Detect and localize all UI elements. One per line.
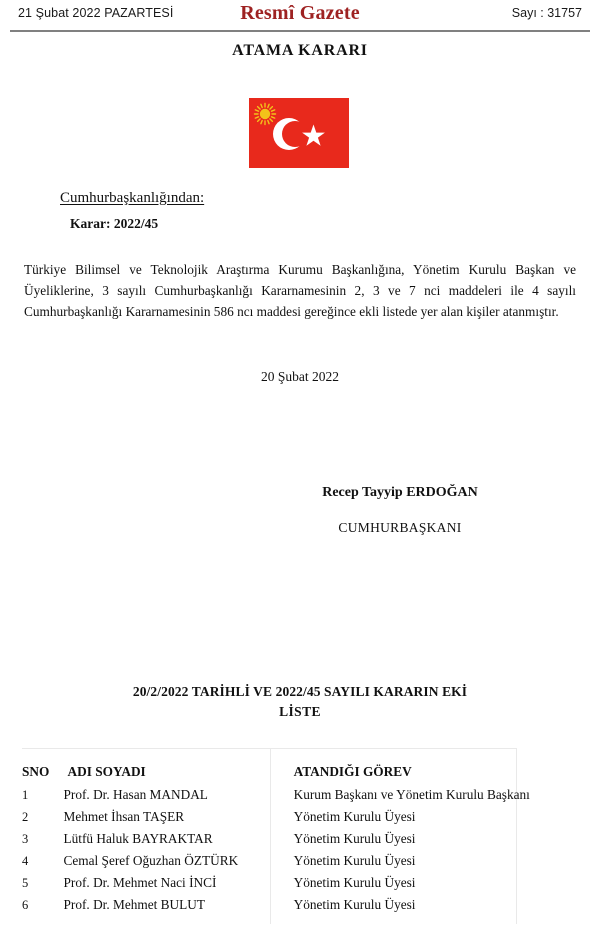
cell-role: Yönetim Kurulu Üyesi [293, 875, 416, 890]
flag-graphic [249, 98, 349, 168]
cell-sno: 4 [22, 853, 29, 868]
table-row [22, 872, 578, 894]
cell-role: Yönetim Kurulu Üyesi [293, 853, 416, 868]
signer-title: CUMHURBAŞKANI [338, 520, 462, 535]
cell-sno: 5 [22, 875, 29, 890]
cell-sno: 1 [22, 787, 29, 802]
masthead-divider [10, 30, 590, 32]
cell-role: Kurum Başkanı ve Yönetim Kurulu Başkanı [293, 787, 530, 802]
annex-heading-line2: LİSTE [279, 704, 321, 719]
cell-role: Yönetim Kurulu Üyesi [293, 831, 416, 846]
cell-name: Mehmet İhsan TAŞER [63, 809, 185, 824]
presidential-sun-emblem [255, 104, 276, 125]
gazette-title: Resmî Gazete [240, 2, 360, 24]
cell-role: Yönetim Kurulu Üyesi [293, 809, 416, 824]
table-body [22, 784, 578, 916]
gazette-date: 21 Şubat 2022 PAZARTESİ [18, 6, 174, 20]
table-row [22, 784, 578, 806]
gazette-issue-number: Sayı : 31757 [511, 6, 582, 20]
table-row [22, 806, 578, 828]
page-title: ATAMA KARARI [232, 42, 368, 59]
cell-name: Cemal Şeref Oğuzhan ÖZTÜRK [63, 853, 239, 868]
decision-body-text: Türkiye Bilimsel ve Teknolojik Araştırma Kurumu Başkanlığına, Yönetim Kurulu Başkan ve Üyeliklerine, 3 sayılı Cumhurbaşkanlığı Kararnamesinin 2, 3 ve 7 nci maddeleri ile 4 sayılı Cumhurbaşkanlığı Kararnamesinin 586 ncı maddesi gereğince ekli listede yer alan kişiler atanmıştır. [24, 262, 576, 319]
decision-date: 20 Şubat 2022 [260, 369, 339, 384]
signer-name: Recep Tayyip ERDOĞAN [322, 485, 478, 500]
table-row [22, 828, 578, 850]
appointment-list-table [22, 760, 578, 916]
cell-sno: 2 [22, 809, 29, 824]
cell-role: Yönetim Kurulu Üyesi [293, 897, 416, 912]
cell-name: Lütfü Haluk BAYRAKTAR [63, 831, 213, 846]
table-header [22, 760, 578, 784]
column-header-role: ATANDIĞI GÖREV [293, 764, 412, 779]
issuing-authority: Cumhurbaşkanlığından: [60, 190, 205, 206]
column-header-name: ADI SOYADI [67, 764, 146, 779]
cell-name: Prof. Dr. Mehmet BULUT [63, 897, 205, 912]
turkish-flag-icon [249, 98, 349, 168]
table-row [22, 850, 578, 872]
table-row [22, 894, 578, 916]
table-header-row [22, 760, 578, 784]
annex-heading-line1: 20/2/2022 TARİHLİ VE 2022/45 SAYILI KARARIN EKİ [132, 684, 468, 699]
cell-name: Prof. Dr. Hasan MANDAL [63, 787, 208, 802]
column-header-sno: SNO [22, 764, 50, 779]
decision-number: Karar: 2022/45 [70, 216, 159, 231]
cell-name: Prof. Dr. Mehmet Naci İNCİ [63, 875, 217, 890]
cell-sno: 6 [22, 897, 29, 912]
table-grid-line-top [22, 748, 516, 749]
cell-sno: 3 [22, 831, 29, 846]
masthead [0, 0, 600, 32]
